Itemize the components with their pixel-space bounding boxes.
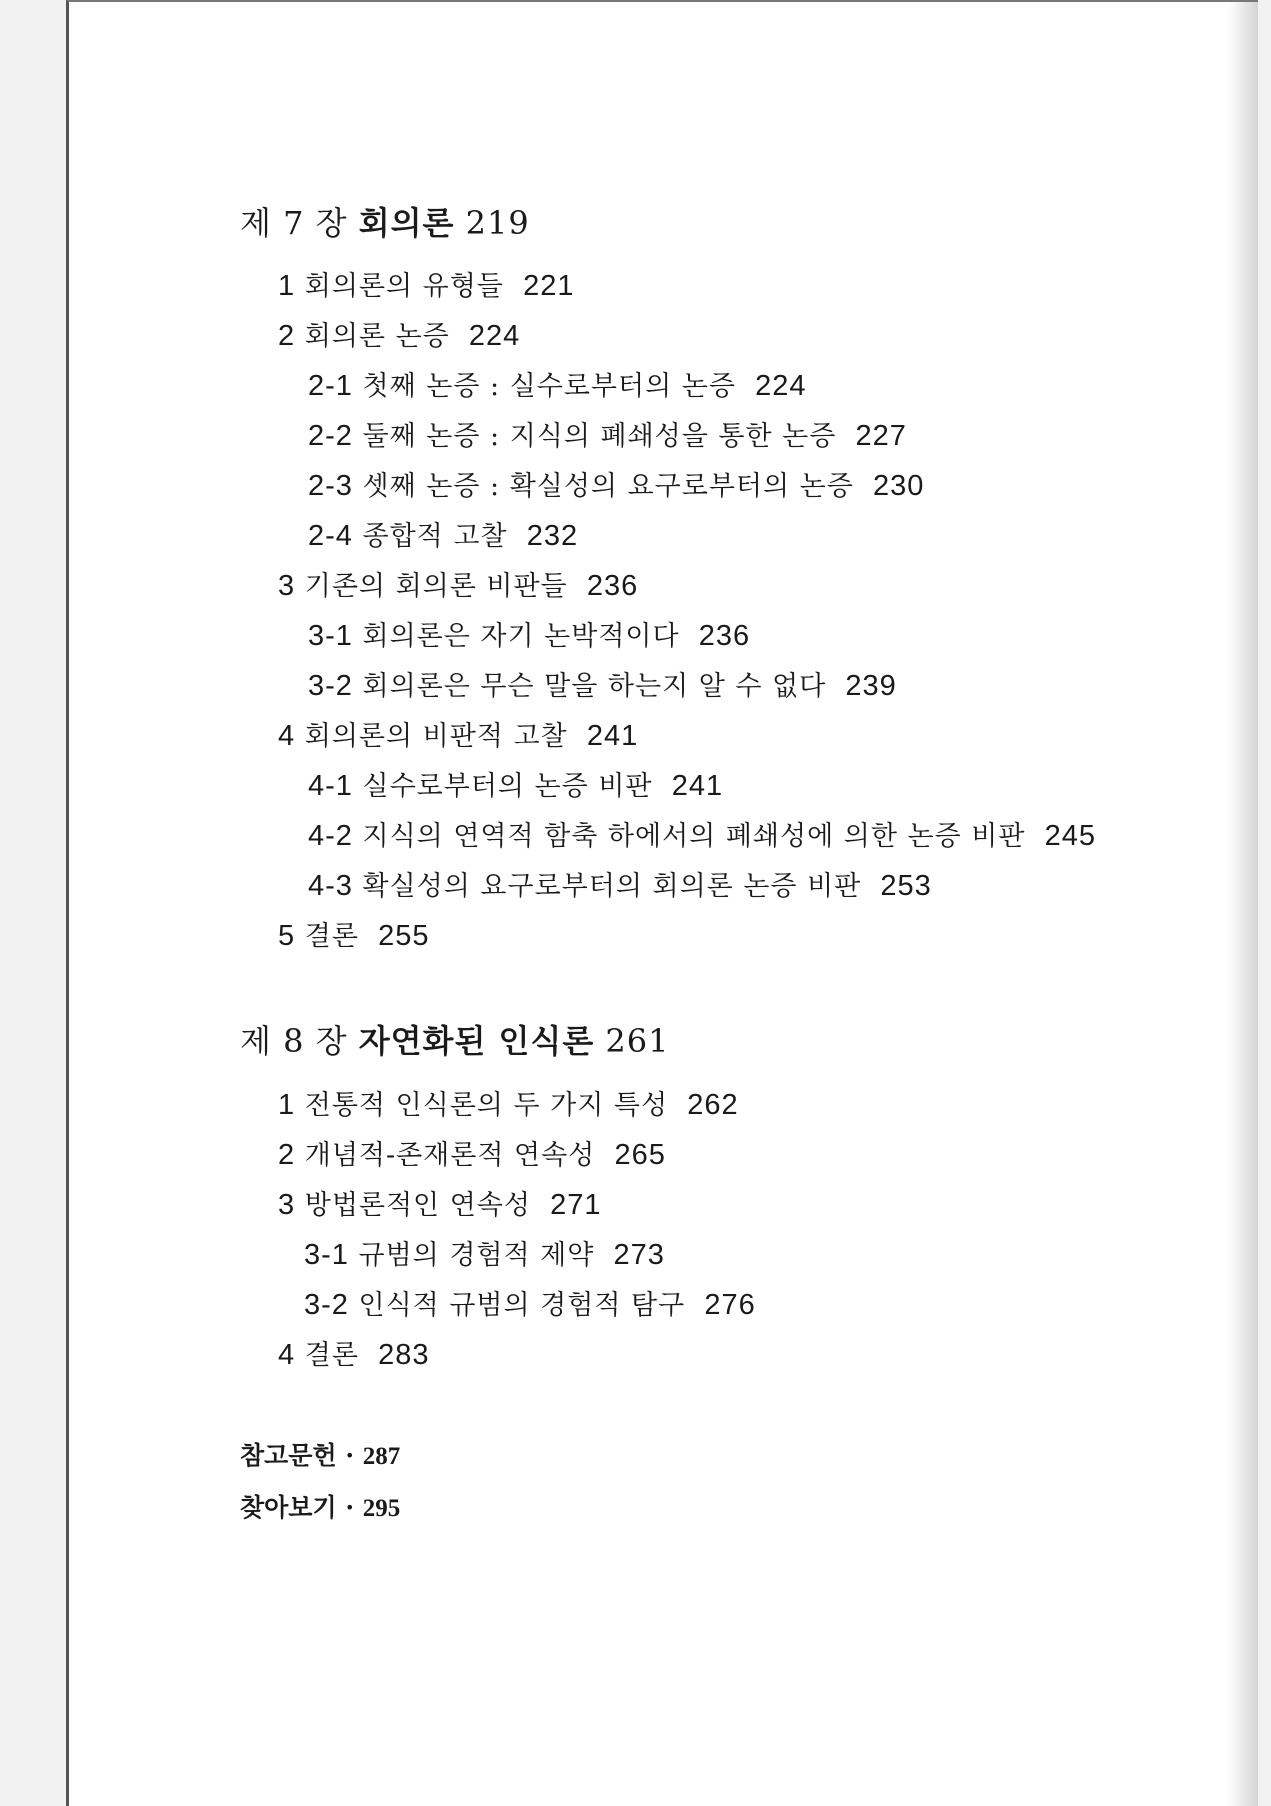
page xyxy=(66,0,1258,1806)
toc-text: 종합적 고찰 xyxy=(362,521,508,552)
toc-page: 227 xyxy=(855,420,907,452)
chapter-label: 제 8 장 xyxy=(240,1022,348,1060)
toc-page: 224 xyxy=(755,370,807,402)
toc-entry xyxy=(278,1333,429,1372)
toc-entry xyxy=(278,1133,666,1172)
toc-text: 규범의 경험적 제약 xyxy=(358,1240,595,1271)
toc-number: 2-3 xyxy=(308,470,353,502)
toc-text: 인식적 규범의 경험적 탐구 xyxy=(358,1290,686,1321)
chapter-title: 회의론 xyxy=(358,204,455,242)
back-matter-page: 295 xyxy=(362,1495,401,1522)
toc-entry xyxy=(278,914,429,953)
toc-entry xyxy=(308,764,723,803)
toc-entry xyxy=(308,414,907,453)
chapter-heading xyxy=(240,198,530,244)
toc-text: 결론 xyxy=(304,1340,359,1371)
toc-number: 4 xyxy=(278,720,296,752)
toc-text: 회의론 논증 xyxy=(304,321,450,352)
back-matter-page: 287 xyxy=(362,1443,401,1470)
chapter-heading xyxy=(240,1016,669,1062)
toc-entry xyxy=(304,1283,756,1322)
toc-number: 4-1 xyxy=(308,770,353,802)
back-matter-item: 참고문헌 · 287 xyxy=(240,1441,401,1470)
toc-entry xyxy=(308,864,932,903)
toc-entry xyxy=(278,1183,602,1222)
toc-number: 3-2 xyxy=(304,1289,349,1321)
toc-number: 2 xyxy=(278,1139,296,1171)
toc-page: 236 xyxy=(698,620,751,652)
back-matter-text: 참고문헌 xyxy=(240,1441,337,1470)
toc-entry xyxy=(308,464,924,503)
toc-number: 2-4 xyxy=(308,520,353,552)
toc-entry xyxy=(278,314,520,353)
chapter-page: 219 xyxy=(465,204,530,242)
toc-number: 3-1 xyxy=(308,620,353,652)
toc-number: 3-1 xyxy=(304,1239,349,1271)
toc-number: 3-2 xyxy=(308,670,353,702)
toc-page: 236 xyxy=(586,570,639,602)
toc-entry xyxy=(308,514,578,553)
toc-text: 회의론은 자기 논박적이다 xyxy=(362,621,680,652)
toc-number: 4-2 xyxy=(308,820,353,852)
chapter-title: 자연화된 인식론 xyxy=(358,1022,595,1060)
toc-number: 4-3 xyxy=(308,870,353,902)
toc-entry xyxy=(278,564,638,603)
toc-text: 개념적-존재론적 연속성 xyxy=(304,1140,596,1171)
toc-number: 3 xyxy=(278,1189,296,1221)
toc-page: 224 xyxy=(468,320,521,352)
toc-number: 4 xyxy=(278,1339,296,1371)
toc-text: 전통적 인식론의 두 가지 특성 xyxy=(304,1090,669,1121)
toc-text: 지식의 연역적 함축 하에서의 폐쇄성에 의한 논증 비판 xyxy=(362,821,1026,852)
toc-entry xyxy=(278,714,638,753)
toc-page: 241 xyxy=(586,720,639,752)
back-matter-text: 찾아보기 xyxy=(240,1493,337,1522)
toc-page: 221 xyxy=(523,270,575,302)
toc-number: 2-2 xyxy=(308,420,353,452)
page-edge-shadow xyxy=(1228,2,1258,1806)
toc-page: 255 xyxy=(378,920,430,952)
toc-text: 첫째 논증 : 실수로부터의 논증 xyxy=(362,371,736,402)
toc-number: 1 xyxy=(278,270,296,302)
toc-entry xyxy=(308,814,1096,853)
toc-page: 241 xyxy=(671,770,724,802)
toc-page: 230 xyxy=(873,470,925,502)
toc-text: 실수로부터의 논증 비판 xyxy=(362,771,653,802)
toc-entry xyxy=(304,1233,665,1272)
toc-page: 245 xyxy=(1044,820,1096,852)
toc-page: 276 xyxy=(704,1289,756,1321)
toc-number: 2-1 xyxy=(308,370,353,402)
toc-page: 232 xyxy=(526,520,579,552)
chapter-label: 제 7 장 xyxy=(240,204,348,242)
toc-entry xyxy=(308,664,897,703)
toc-number: 3 xyxy=(278,570,296,602)
toc-page: 283 xyxy=(378,1339,430,1371)
chapter-page: 261 xyxy=(605,1022,670,1060)
toc-text: 기존의 회의론 비판들 xyxy=(304,571,568,602)
toc-text: 회의론의 비판적 고찰 xyxy=(304,721,568,752)
toc-number: 5 xyxy=(278,920,296,952)
toc-number: 1 xyxy=(278,1089,296,1121)
toc-page: 253 xyxy=(880,870,932,902)
toc-number: 2 xyxy=(278,320,296,352)
toc-text: 회의론은 무슨 말을 하는지 알 수 없다 xyxy=(362,671,827,702)
toc-text: 셋째 논증 : 확실성의 요구로부터의 논증 xyxy=(362,471,854,502)
toc-page: 262 xyxy=(687,1089,739,1121)
back-matter-item: 찾아보기 · 295 xyxy=(240,1493,401,1522)
toc-text: 회의론의 유형들 xyxy=(304,271,504,302)
toc-entry xyxy=(308,614,750,653)
toc-page: 265 xyxy=(614,1139,666,1171)
toc-text: 결론 xyxy=(304,921,359,952)
toc-text: 둘째 논증 : 지식의 폐쇄성을 통한 논증 xyxy=(362,421,837,452)
toc-text: 확실성의 요구로부터의 회의론 논증 비판 xyxy=(362,871,862,902)
toc-entry xyxy=(308,364,807,403)
toc-entry xyxy=(278,1083,739,1122)
toc-text: 방법론적인 연속성 xyxy=(304,1190,531,1221)
toc-entry xyxy=(278,264,574,303)
toc-page: 271 xyxy=(550,1189,602,1221)
toc-page: 273 xyxy=(613,1239,665,1271)
toc-page: 239 xyxy=(845,670,897,702)
